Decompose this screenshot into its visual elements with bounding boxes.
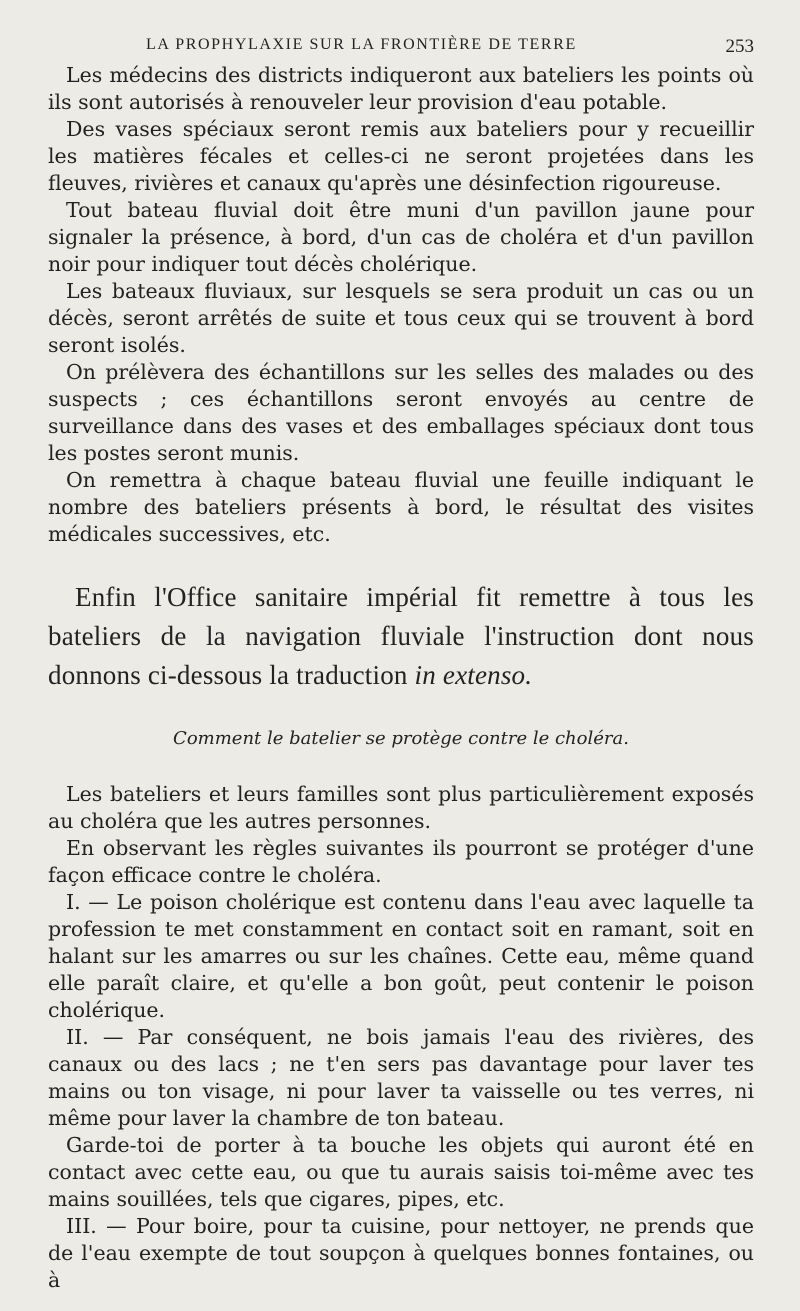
section-instructions [48, 781, 754, 1294]
paragraph: Tout bateau fluvial doit être muni d'un pavillon jaune pour signaler la présence, à bord, d'un cas de choléra et d'un pavillon noir pour indiquer tout décès cholérique. [48, 198, 754, 276]
running-title: LA PROPHYLAXIE SUR LA FRONTIÈRE DE TERRE [146, 36, 577, 53]
paragraph: Les bateaux fluviaux, sur lesquels se sera produit un cas ou un décès, seront arrêtés de suite et tous ceux qui se trouvent à bord seront isolés. [48, 279, 754, 357]
running-header [48, 30, 754, 62]
lead-italic: in extenso. [414, 660, 533, 690]
paragraph: Garde-toi de porter à ta bouche les objets qui auront été en contact avec cette eau, ou que tu aurais saisis toi-même avec tes mains souillées, tels que cigares, pipes, etc. [48, 1133, 754, 1211]
paragraph: II. — Par conséquent, ne bois jamais l'eau des rivières, des canaux ou des lacs ; ne t'en sers pas davantage pour laver tes mains ou ton visage, ni pour laver ta vaisselle ou tes verres, ni même pour laver la chambre de ton bateau. [48, 1025, 754, 1130]
paragraph: En observant les règles suivantes ils pourront se protéger d'une façon efficace contre le choléra. [48, 836, 754, 887]
paragraph: Les médecins des districts indiqueront aux bateliers les points où ils sont autorisés à renouveler leur provision d'eau potable. [48, 63, 754, 114]
book-page [48, 30, 754, 1294]
section-heading: Comment le batelier se protège contre le choléra. [173, 728, 629, 749]
section-regulations [48, 62, 754, 548]
lead-text: Enfin l'Office sanitaire impérial fit remettre à tous les bateliers de la navigation fluviale l'instruction dont nous donnons ci-dessous la traduction [48, 582, 754, 690]
page-number: 253 [725, 36, 754, 57]
paragraph: On prélèvera des échantillons sur les selles des malades ou des suspects ; ces échantillons seront envoyés au centre de surveillance dans des vases et des emballages spéciaux dont tous les postes seront munis. [48, 360, 754, 465]
paragraph: Les bateliers et leurs familles sont plus particulièrement exposés au choléra que les autres personnes. [48, 782, 754, 833]
paragraph: On remettra à chaque bateau fluvial une feuille indiquant le nombre des bateliers présents à bord, le résultat des visites médicales successives, etc. [48, 468, 754, 546]
paragraph: Des vases spéciaux seront remis aux bateliers pour y recueillir les matières fécales et celles-ci ne seront projetées dans les fleuves, rivières et canaux qu'après une désinfection rigoureuse. [48, 117, 754, 195]
paragraph: III. — Pour boire, pour ta cuisine, pour nettoyer, ne prends que de l'eau exempte de tout soupçon à quelques bonnes fontaines, ou à [48, 1214, 754, 1292]
paragraph: I. — Le poison cholérique est contenu dans l'eau avec laquelle ta profession te met constamment en contact soit en ramant, soit en halant sur les amarres ou sur les chaînes. Cette eau, même quand elle paraît claire, et qu'elle a bon goût, peut contenir le poison cholérique. [48, 890, 754, 1022]
lead-paragraph [48, 578, 754, 695]
